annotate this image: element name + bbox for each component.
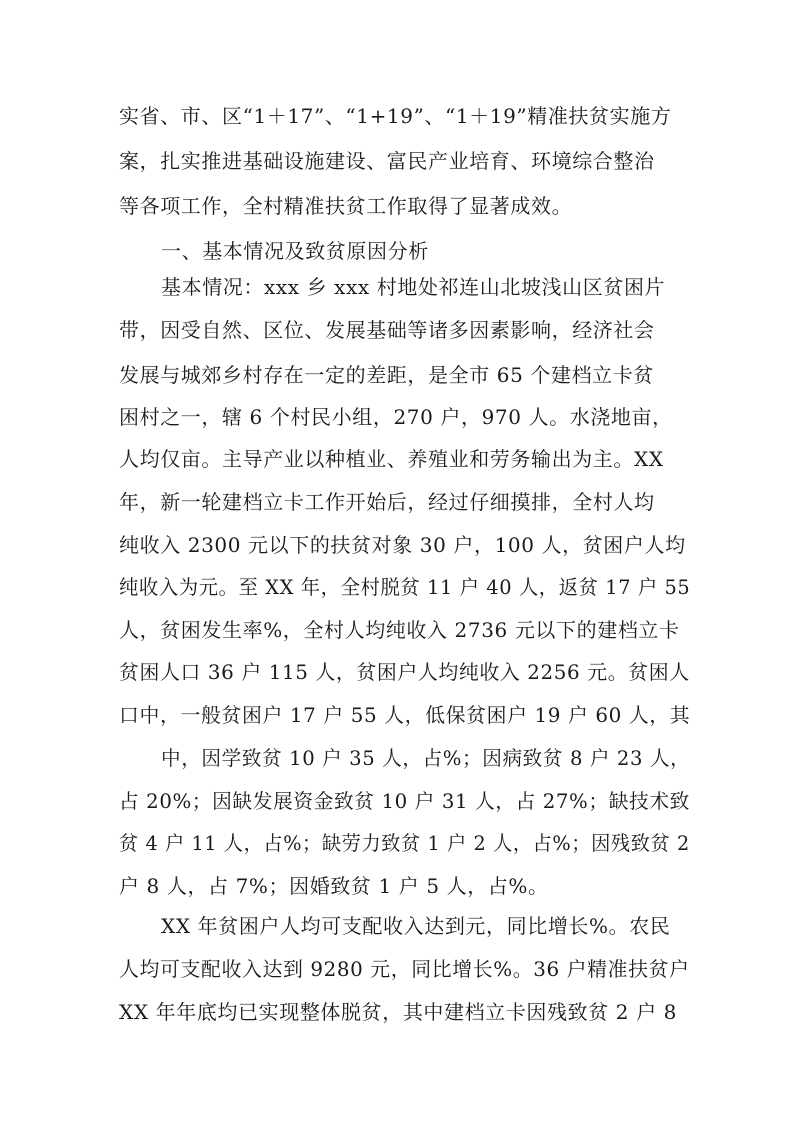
text-line-14: 贫困人口 36 户 115 人，贫困户人均纯收入 2256 元。贫困人: [119, 660, 690, 684]
text-line-17: 占 20%；因缺发展资金致贫 10 户 31 人，占 27%；缺技术致: [119, 789, 690, 813]
text-line-5: 基本情况：xxx 乡 xxx 村地处祁连山北坡浅山区贫困片: [161, 275, 666, 299]
text-line-6: 带，因受自然、区位、发展基础等诸多因素影响，经济社会: [119, 318, 655, 342]
text-line-15: 口中，一般贫困户 17 户 55 人，低保贫困户 19 户 60 人，其: [119, 703, 691, 727]
text-line-11: 纯收入 2300 元以下的扶贫对象 30 户，100 人，贫困户人均: [119, 533, 686, 557]
text-line-8: 困村之一，辖 6 个村民小组，270 户，970 人。水浇地亩，: [119, 405, 673, 429]
text-line-1: 实省、市、区“1＋17”、“1+19”、“1＋19”精准扶贫实施方: [119, 104, 672, 128]
text-line-18: 贫 4 户 11 人，占%；缺劳力致贫 1 户 2 人，占%；因残致贫 2: [119, 831, 690, 855]
text-line-19: 户 8 人，占 7%；因婚致贫 1 户 5 人，占%。: [119, 874, 549, 898]
text-line-7: 发展与城郊乡村存在一定的差距，是全市 65 个建档立卡贫: [119, 363, 654, 387]
section-heading: 一、基本情况及致贫原因分析: [161, 239, 429, 263]
text-line-20: XX 年贫困户人均可支配收入达到元，同比增长%。农民: [161, 914, 671, 938]
text-line-21: 人均可支配收入达到 9280 元，同比增长%。36 户精准扶贫户: [119, 957, 690, 981]
text-line-10: 年，新一轮建档立卡工作开始后，经过仔细摸排，全村人均: [119, 490, 655, 514]
text-line-2: 案，扎实推进基础设施建设、富民产业培育、环境综合整治: [119, 149, 655, 173]
text-line-12: 纯收入为元。至 XX 年，全村脱贫 11 户 40 人，返贫 17 户 55: [119, 575, 691, 599]
text-line-22: XX 年年底均已实现整体脱贫，其中建档立卡因残致贫 2 户 8: [119, 1000, 677, 1024]
text-line-13: 人，贫困发生率%，全村人均纯收入 2736 元以下的建档立卡: [119, 618, 680, 642]
text-line-3: 等各项工作，全村精准扶贫工作取得了显著成效。: [119, 194, 573, 218]
text-line-9: 人均仅亩。主导产业以种植业、养殖业和劳务输出为主。XX: [119, 447, 664, 471]
text-line-16: 中，因学致贫 10 户 35 人，占%；因病致贫 8 户 23 人，: [161, 746, 691, 770]
